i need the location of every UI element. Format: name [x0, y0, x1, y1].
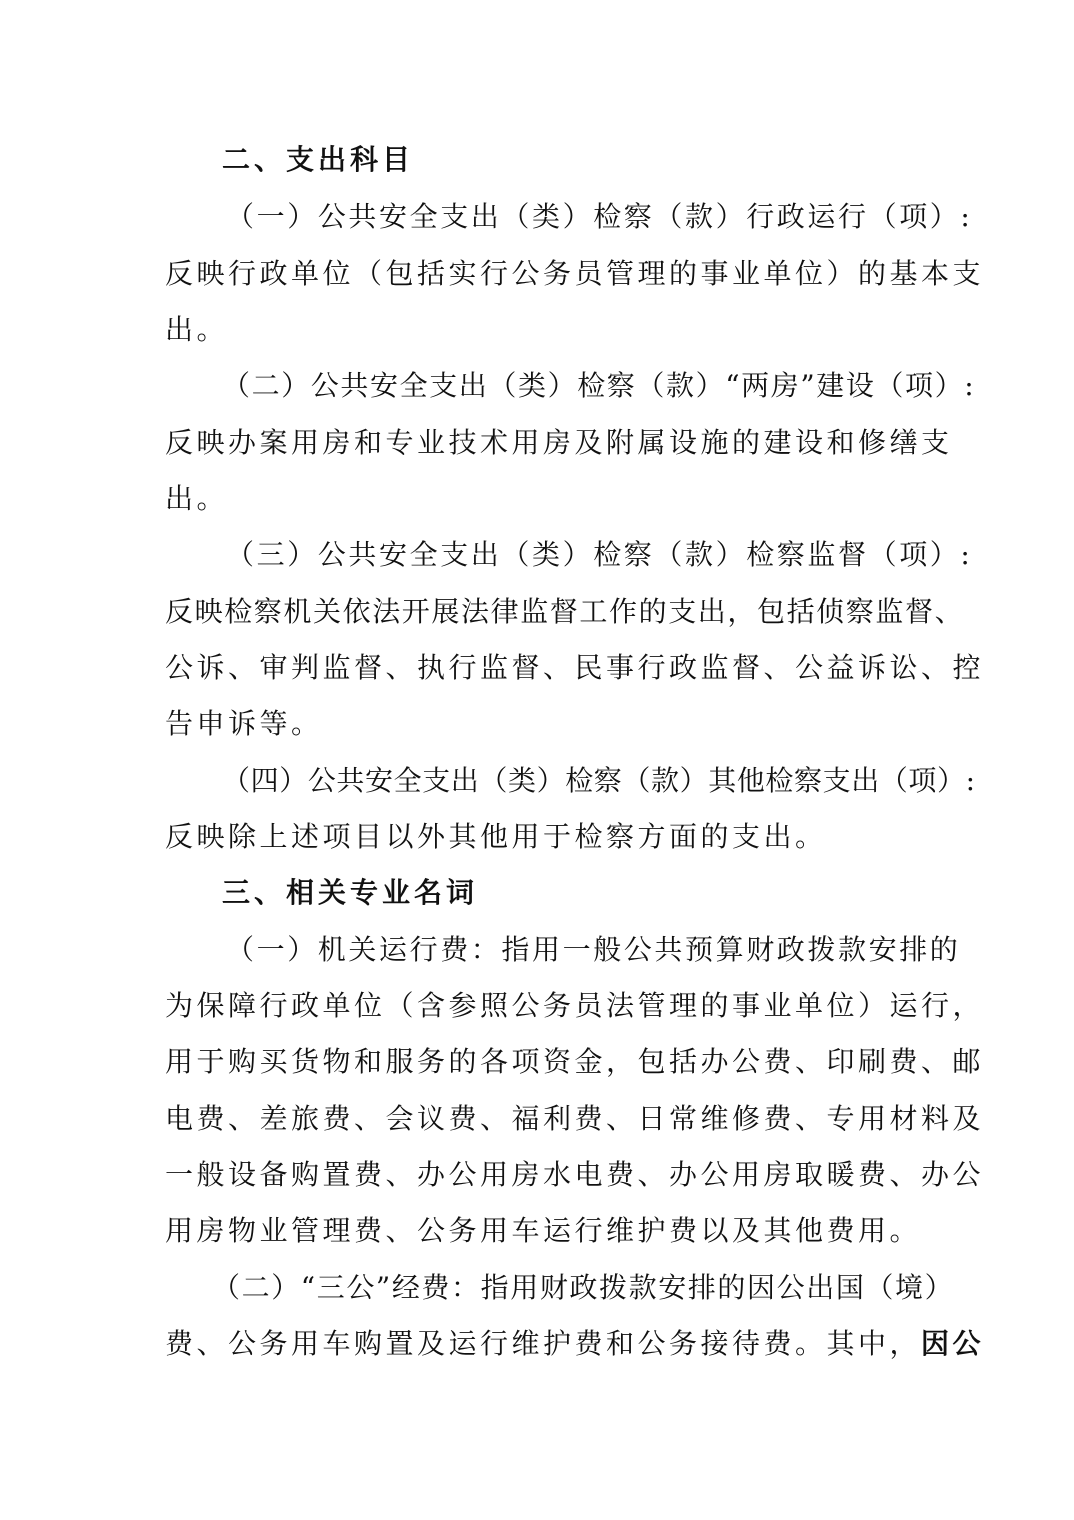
paragraph-line — [165, 1324, 984, 1364]
paragraph-line: 反映办案用房和专业技术用房及附属设施的建设和修缮支 — [165, 426, 953, 459]
paragraph-line: 告申诉等。 — [165, 707, 323, 740]
paragraph-line: 电费、差旅费、会议费、福利费、日常维修费、专用材料及 — [165, 1102, 985, 1135]
paragraph-line: 一般设备购置费、办公用房水电费、办公用房取暖费、办公 — [165, 1158, 985, 1191]
paragraph-line: 出。 — [165, 482, 229, 515]
paragraph-line: 用房物业管理费、公务用车运行维护费以及其他费用。 — [165, 1214, 922, 1247]
paragraph-line: 反映检察机关依法开展法律监督工作的支出，包括侦察监督、 — [165, 595, 965, 628]
paragraph-line: 用于购买货物和服务的各项资金，包括办公费、印刷费、邮 — [165, 1045, 985, 1078]
paragraph-line: （三）公共安全支出（类）检察（款）检察监督（项）: — [226, 538, 973, 571]
paragraph-line: （一）机关运行费：指用一般公共预算财政拨款安排的 — [226, 933, 961, 966]
section-heading-expenditure: 二、支出科目 — [222, 143, 415, 176]
paragraph-text: 费、公务用车购置及运行维护费和公务接待费。其中， — [165, 1327, 922, 1360]
paragraph-line: 为保障行政单位（含参照公务员法管理的事业单位）运行， — [165, 989, 985, 1022]
paragraph-line: （二）公共安全支出（类）检察（款）“两房”建设（项）: — [222, 369, 976, 402]
paragraph-line: 反映除上述项目以外其他用于检察方面的支出。 — [165, 820, 827, 853]
paragraph-line: 反映行政单位（包括实行公务员管理的事业单位）的基本支 — [165, 257, 985, 290]
emphasized-text: 因公 — [921, 1327, 985, 1360]
paragraph-line: 出。 — [165, 313, 229, 346]
paragraph-line: （一）公共安全支出（类）检察（款）行政运行（项）: — [226, 200, 973, 233]
paragraph-line: 公诉、审判监督、执行监督、民事行政监督、公益诉讼、控 — [165, 651, 985, 684]
paragraph-line: （四）公共安全支出（类）检察（款）其他检察支出（项）: — [222, 764, 976, 797]
section-heading-terms: 三、相关专业名词 — [222, 876, 479, 909]
paragraph-line: （二）“三公”经费：指用财政拨款安排的因公出国（境） — [212, 1271, 955, 1304]
